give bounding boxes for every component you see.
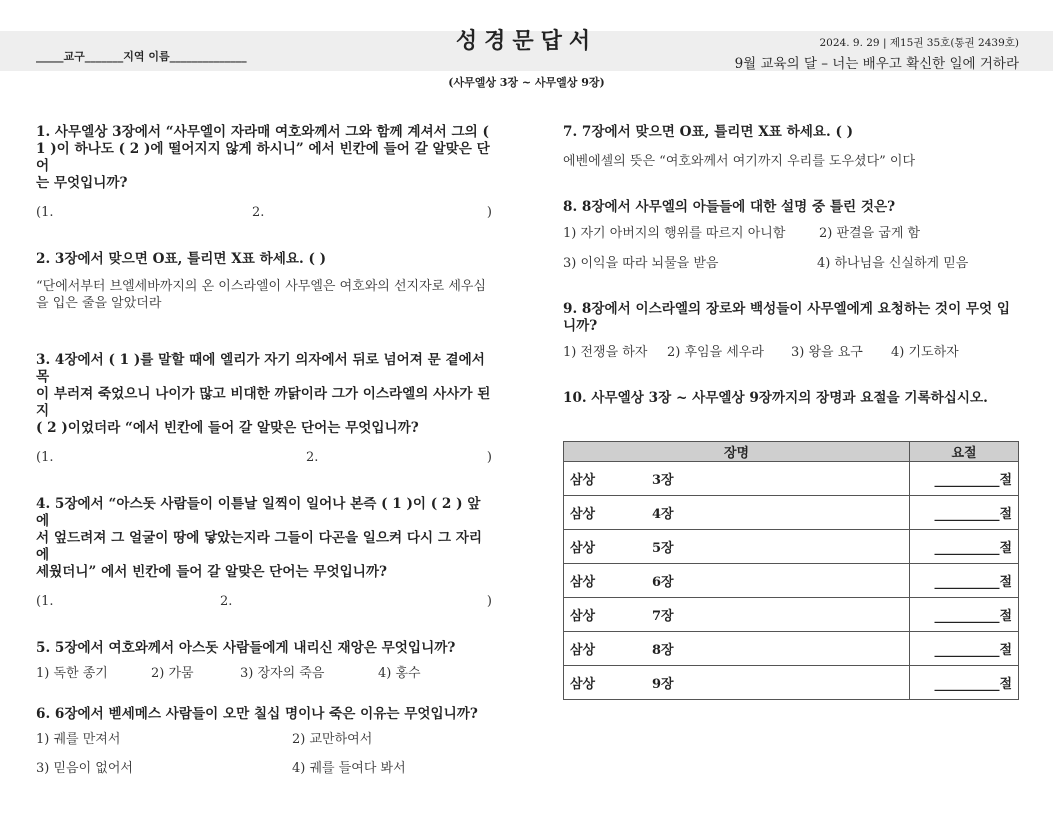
chapter-cell — [564, 632, 910, 666]
table-header-row — [564, 442, 1019, 462]
question-text: ( 2 )이었더라 “에서 빈칸에 들어 갈 알맞은 단어는 무엇입니까? — [36, 420, 419, 436]
chapter-number: 6장 — [652, 575, 674, 590]
chapter-cell — [564, 462, 910, 496]
table-row — [564, 496, 1019, 530]
book-name: 삼상 — [570, 643, 596, 658]
table-body — [564, 462, 1019, 700]
option-4[interactable]: 4) 하나님을 신실하게 믿음 — [817, 256, 969, 271]
question-text: 1 )이 하나도 ( 2 )에 떨어지지 않게 하시니” 에서 빈칸에 들어 갈 알맞은 단어 — [36, 141, 490, 174]
table-row — [564, 462, 1019, 496]
options-row — [563, 255, 1019, 275]
answer-label-2: 2. — [252, 205, 265, 220]
table-row — [564, 598, 1019, 632]
answer-label-2: 2. — [306, 450, 319, 465]
option-1[interactable]: 1) 자기 아버지의 행위를 따르지 아니함 — [563, 226, 786, 241]
question-title: 10. 사무엘상 3장 ~ 사무엘상 9장까지의 장명과 요절을 기록하십시오. — [563, 390, 988, 406]
answer-label-1: (1. — [36, 205, 54, 220]
question-title: 7. 7장에서 맞으면 O표, 틀리면 X표 하세요. ( ) — [563, 124, 854, 140]
chapter-number: 5장 — [652, 541, 674, 556]
book-name: 삼상 — [570, 609, 596, 624]
option-3[interactable]: 3) 왕을 요구 — [791, 345, 863, 360]
question-6 — [36, 706, 492, 780]
question-title: 9. 8장에서 이스라엘의 장로와 백성들이 사무엘에게 요청하는 것이 무엇 입니까? — [563, 301, 1011, 334]
options-row — [36, 665, 492, 685]
question-text: 이 부러져 죽었으니 나이가 많고 비대한 까닭이라 그가 이스라엘의 사사가 된지 — [36, 386, 491, 419]
statement-text: 에벤에셀의 뜻은 “여호와께서 여기까지 우리를 도우셨다” 이다 — [563, 154, 916, 169]
answer-label-1: (1. — [36, 450, 54, 465]
table-row — [564, 666, 1019, 700]
chapter-cell — [564, 666, 910, 700]
options-row — [563, 344, 1019, 364]
issue-info: 2024. 9. 29 | 제15권 35호(통권 2439호) — [819, 37, 1019, 49]
book-name: 삼상 — [570, 677, 596, 692]
verse-blank[interactable]: __________절 — [910, 462, 1019, 496]
question-title: 5. 5장에서 여호와께서 아스돗 사람들에게 내리신 재앙은 무엇입니까? — [36, 640, 456, 656]
answer-line[interactable] — [36, 204, 492, 224]
question-8 — [563, 199, 1019, 275]
question-1 — [36, 124, 492, 224]
option-1[interactable]: 1) 궤를 만져서 — [36, 732, 121, 747]
left-column — [36, 124, 492, 780]
chapter-cell — [564, 530, 910, 564]
question-text: 3. 4장에서 ( 1 )를 말할 때에 엘리가 자기 의자에서 뒤로 넘어져 문 곁에서 목 — [36, 352, 485, 385]
page-title: 성경문답서 — [455, 28, 598, 54]
question-7 — [563, 124, 1019, 170]
right-column — [563, 124, 1019, 407]
question-text: 세웠더니” 에서 빈칸에 들어 갈 알맞은 단어는 무엇입니까? — [36, 564, 387, 580]
table-row — [564, 632, 1019, 666]
option-1[interactable]: 1) 독한 종기 — [36, 666, 108, 681]
chapter-number: 9장 — [652, 677, 674, 692]
verse-blank[interactable]: __________절 — [910, 666, 1019, 700]
option-2[interactable]: 2) 판결을 굽게 함 — [819, 226, 921, 241]
option-3[interactable]: 3) 믿음이 없어서 — [36, 761, 133, 776]
question-5 — [36, 640, 492, 685]
verse-blank[interactable]: __________절 — [910, 598, 1019, 632]
question-text: 는 무엇입니까? — [36, 175, 128, 191]
name-field-line[interactable]: _____교구_______지역 이름______________ — [36, 50, 247, 63]
table-row — [564, 564, 1019, 598]
verse-blank[interactable]: __________절 — [910, 632, 1019, 666]
question-4 — [36, 496, 492, 613]
options-row — [36, 760, 492, 780]
question-10 — [563, 390, 1019, 407]
chapter-verse-table — [563, 441, 1019, 700]
question-title: 6. 6장에서 벧세메스 사람들이 오만 칠십 명이나 죽은 이유는 무엇입니까? — [36, 706, 478, 722]
option-3[interactable]: 3) 장자의 죽음 — [240, 666, 325, 681]
answer-line[interactable] — [36, 449, 492, 469]
col-header-chapter: 장명 — [564, 442, 910, 462]
option-2[interactable]: 2) 가뭄 — [151, 666, 194, 681]
option-2[interactable]: 2) 교만하여서 — [292, 732, 373, 747]
option-4[interactable]: 4) 홍수 — [378, 666, 421, 681]
chapter-verse-table-wrapper — [563, 441, 1019, 700]
book-name: 삼상 — [570, 507, 596, 522]
verse-blank[interactable]: __________절 — [910, 564, 1019, 598]
chapter-number: 4장 — [652, 507, 674, 522]
question-title: 8. 8장에서 사무엘의 아들들에 대한 설명 중 틀린 것은? — [563, 199, 896, 215]
answer-close: ) — [486, 450, 492, 465]
table-row — [564, 530, 1019, 564]
question-title: 2. 3장에서 맞으면 O표, 틀리면 X표 하세요. ( ) — [36, 251, 327, 267]
statement-text: “단에서부터 브엘세바까지의 온 이스라엘이 사무엘은 여호와의 선지자로 세우심 — [36, 279, 486, 294]
option-3[interactable]: 3) 이익을 따라 뇌물을 받음 — [563, 256, 719, 271]
book-name: 삼상 — [570, 473, 596, 488]
col-header-verse: 요절 — [910, 442, 1019, 462]
chapter-cell — [564, 564, 910, 598]
answer-close: ) — [486, 594, 492, 609]
book-name: 삼상 — [570, 575, 596, 590]
answer-line[interactable] — [36, 593, 492, 613]
option-4[interactable]: 4) 기도하자 — [891, 345, 959, 360]
book-name: 삼상 — [570, 541, 596, 556]
answer-label-1: (1. — [36, 594, 54, 609]
answer-label-2: 2. — [220, 594, 233, 609]
options-row — [563, 225, 1019, 245]
option-1[interactable]: 1) 전쟁을 하자 — [563, 345, 648, 360]
chapter-number: 3장 — [652, 473, 674, 488]
answer-close: ) — [486, 205, 492, 220]
question-2 — [36, 251, 492, 312]
chapter-cell — [564, 496, 910, 530]
question-text: 1. 사무엘상 3장에서 “사무엘이 자라매 여호와께서 그와 함께 계셔서 그의 ( — [36, 124, 489, 140]
options-row — [36, 731, 492, 751]
question-text: 서 엎드려져 그 얼굴이 땅에 닿았는지라 그들이 다곤을 일으켜 다시 그 자리에 — [36, 530, 483, 563]
scripture-range: (사무엘상 3장 ~ 사무엘상 9장) — [448, 76, 605, 89]
question-3 — [36, 352, 492, 469]
chapter-number: 8장 — [652, 643, 674, 658]
option-2[interactable]: 2) 후임을 세우라 — [667, 345, 764, 360]
chapter-number: 7장 — [652, 609, 674, 624]
question-text: 4. 5장에서 “아스돗 사람들이 이튿날 일찍이 일어나 본즉 ( 1 )이 ( 2 ) 앞에 — [36, 496, 481, 529]
option-4[interactable]: 4) 궤를 들여다 봐서 — [292, 761, 406, 776]
question-9 — [563, 301, 1019, 364]
chapter-cell — [564, 598, 910, 632]
monthly-motto: 9월 교육의 달 – 너는 배우고 확신한 일에 거하라 — [734, 56, 1019, 72]
statement-text: 을 입은 줄을 알았더라 — [36, 296, 162, 311]
verse-blank[interactable]: __________절 — [910, 496, 1019, 530]
verse-blank[interactable]: __________절 — [910, 530, 1019, 564]
